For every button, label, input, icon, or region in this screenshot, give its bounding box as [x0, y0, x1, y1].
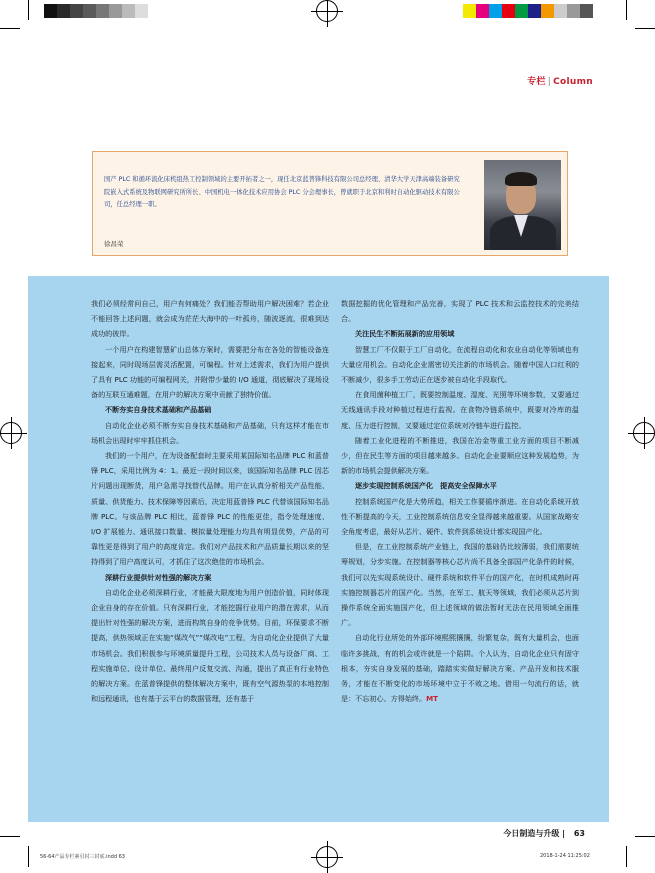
article-right-column — [341, 296, 579, 706]
author-box — [92, 151, 568, 256]
registration-mark — [0, 422, 22, 444]
author-name: 徐昌荣 — [104, 240, 124, 248]
crop-mark — [626, 846, 627, 867]
crop-mark — [626, 0, 627, 20]
article-paragraph: 自动化企业必须不断夯实自身技术基础和产品基础，只有这样才能在市场机会出现时牢牢抓住机会。 — [91, 420, 329, 445]
article-paragraph: 在食用菌种植工厂，既要控制温度、湿度、光照等环境参数，又要通过无线通讯手段对种植过程进行监视。在食物冷链系统中，既要对冷库的温度、压力进行控制，又要通过定位系统对冷链车进行监控。 — [341, 390, 579, 430]
color-swatch — [567, 4, 580, 18]
article-paragraph: 但是，在工业控制系统产业链上，我国的基础仍比较薄弱，我们需要统筹规划，分步实施。在控制器等核心芯片尚不具备全部国产化条件的时候，我们可以先实现系统设计、硬件系统和软件平台的国产化，在时机成熟时再实施控制器芯片的国产化。当然，在军工、航天等领域，我们必须从芯片到操作系统全面实施国产化，但上述领域的做法暂时无法在民用领域全面推广。 — [341, 542, 579, 628]
section-heading: 深耕行业提供针对性强的解决方案 — [105, 572, 212, 582]
color-swatch — [580, 4, 593, 18]
column-title-en: Column — [553, 77, 593, 87]
article-paragraph: 数据挖掘的优化管理和产品完善，实现了 PLC 技术和云监控技术的完美结合。 — [341, 299, 579, 324]
article-paragraph: 我们的一个用户，在为设备配套时主要采用某国际知名品牌 PLC 和蓝普锋 PLC，采用比例为 4：1。最近一段时间以来，该国际知名品牌 PLC 因芯片问题出现断货，用户急需寻找替代品牌。用户在认真分析相关产品性能、质量、供货能力、技术保障等因素后，决定用蓝普锋 PLC 代替该国际知名品牌 PLC。与该品牌 PLC 相比，蓝普锋 PLC 的性能更佳，指令处理速度、I/O 扩展能力、通讯接口数量、模拟量处理能力均具有明显优势，产品的可靠性更是得到了用户的高度肯定。我们对产品技术和产品质量长期以来的坚持得到了用户高度认可，才抓住了这次绝佳的市场机会。 — [91, 451, 329, 567]
color-swatch — [554, 4, 567, 18]
color-swatch — [476, 4, 489, 18]
color-swatch — [57, 4, 70, 18]
end-mark: MT — [426, 694, 439, 704]
color-swatch — [83, 4, 96, 18]
color-swatch — [463, 4, 476, 18]
article-paragraph: 随着工业化进程的不断推进，我国在冶金等重工业方面的项目不断减少，但在民生等方面的项目越来越多。自动化企业要顺应这种发展趋势，为新的市场机会提供解决方案。 — [341, 435, 579, 476]
color-swatch — [109, 4, 122, 18]
color-swatch — [489, 4, 502, 18]
color-swatch — [528, 4, 541, 18]
article-paragraph: 自动化企业必须深耕行业，才能最大限度地为用户创造价值，同时体现企业自身的存在价值。只有深耕行业，才能挖掘行业用户的潜在需求，从而提出针对性强的解决方案，进而构筑自身的竞争优势。目前，环保要求不断提高，供热领域正在实施“煤改气”“煤改电”工程，为自动化企业提供了大量市场机会。我们积极参与环境质量提升工程，公司技术人员与设备厂商、工程实施单位、设计单位、最终用户反复交流、沟通，提出了真正有行业特色的解决方案。在蓝普锋提供的整体解决方案中，既有空气源热泵的本地控制和远程通讯，也有基于云平台的数据管理，还有基于 — [91, 587, 329, 704]
article-paragraph: 一个用户在构建智慧矿山总体方案时，需要把分布在各处的智能设备连接起来，同时现场层需灵活配置，可编程。针对上述需求，我们为用户提供了具有 PLC 功能的可编程网关，并附带少量的 I/O 通道，彻底解决了现场设备的互联互通难题，在用户的解决方案中贡献了独特价值。 — [91, 344, 329, 400]
color-swatch — [122, 4, 135, 18]
section-heading: 关注民生不断拓展新的应用领域 — [355, 329, 455, 339]
color-swatch — [502, 4, 515, 18]
color-swatch — [96, 4, 109, 18]
footer-separator: | — [562, 829, 566, 838]
slug-timestamp: 2018-1-24 11:25:02 — [540, 853, 590, 859]
page-footer — [503, 828, 585, 839]
crop-mark — [0, 28, 20, 29]
article-paragraph: 控制系统国产化是大势所趋，相关工作要循序渐进。在自动化系统开放性不断提高的今天，工业控制系统信息安全显得越来越重要。从国家战略安全角度考虑，最好从芯片、硬件、软件到系统设计都实现国产化。 — [341, 496, 579, 537]
color-swatch — [135, 4, 148, 18]
article-paragraph: 我们必须经常问自己，用户有何痛处？我们能否帮助用户解决困难？若企业不能回答上述问题，就会成为茫茫大海中的一叶孤舟，随波逐流，很难到达成功的彼岸。 — [91, 299, 329, 339]
page-number: 63 — [573, 829, 585, 838]
magazine-name: 今日制造与升级 — [503, 829, 560, 838]
column-title-cn: 专栏 — [527, 77, 546, 87]
author-bio: 国产 PLC 和循环流化床机组热工控制领域的主要开拓者之一，现任北京蓝普锋科技有限公司总经理、清华大学天津高端装备研究院嵌入式系统及物联网研究所所长、中国机电一体化技术应用协会 PLC 分会理事长，曾就职于北京和利时自动化驱动技术有限公司，任总经理一职。 — [104, 176, 460, 208]
color-swatch — [70, 4, 83, 18]
article-paragraph: 智慧工厂不仅限于工厂自动化，在流程自动化和农业自动化等领域也有大量应用机会。自动化企业需密切关注新的市场机会。随着中国人口红利的不断减少，很多手工劳动正在逐步被自动化手段取代。 — [341, 344, 579, 385]
column-separator: | — [547, 77, 552, 87]
article-paragraph: 自动化行业所处的外部环境熙熙攘攘，纷繁复杂，既有大量机会，也面临许多挑战，有的机会或许就是一个陷阱。个人认为，自动化企业只有固守根本，夯实自身发展的基础，踏踏实实做好解决方案、产品开发和技术服务，才能在不断变化的市场环境中立于不败之地。借用一句流行的话，就是：不忘初心、方得始终。MT — [341, 633, 579, 704]
crop-mark — [28, 846, 29, 867]
color-swatch — [541, 4, 554, 18]
photo-hair — [505, 172, 537, 186]
section-heading: 逐步实现控制系统国产化 提高安全保障水平 — [355, 481, 497, 491]
color-swatch — [515, 4, 528, 18]
registration-mark — [316, 846, 338, 868]
crop-mark — [28, 0, 29, 20]
registration-mark — [316, 0, 338, 22]
registration-mark — [633, 422, 655, 444]
crop-mark — [635, 836, 655, 837]
crop-mark — [635, 28, 655, 29]
author-photo — [484, 160, 561, 250]
article-left-column — [91, 296, 329, 706]
section-heading: 不断夯实自身技术基础和产品基础 — [105, 405, 212, 415]
color-swatch — [44, 4, 57, 18]
crop-mark — [0, 836, 20, 837]
column-header — [527, 74, 593, 87]
slug-filename: 56-64产品专栏素引封三封底.indd 63 — [40, 854, 125, 860]
